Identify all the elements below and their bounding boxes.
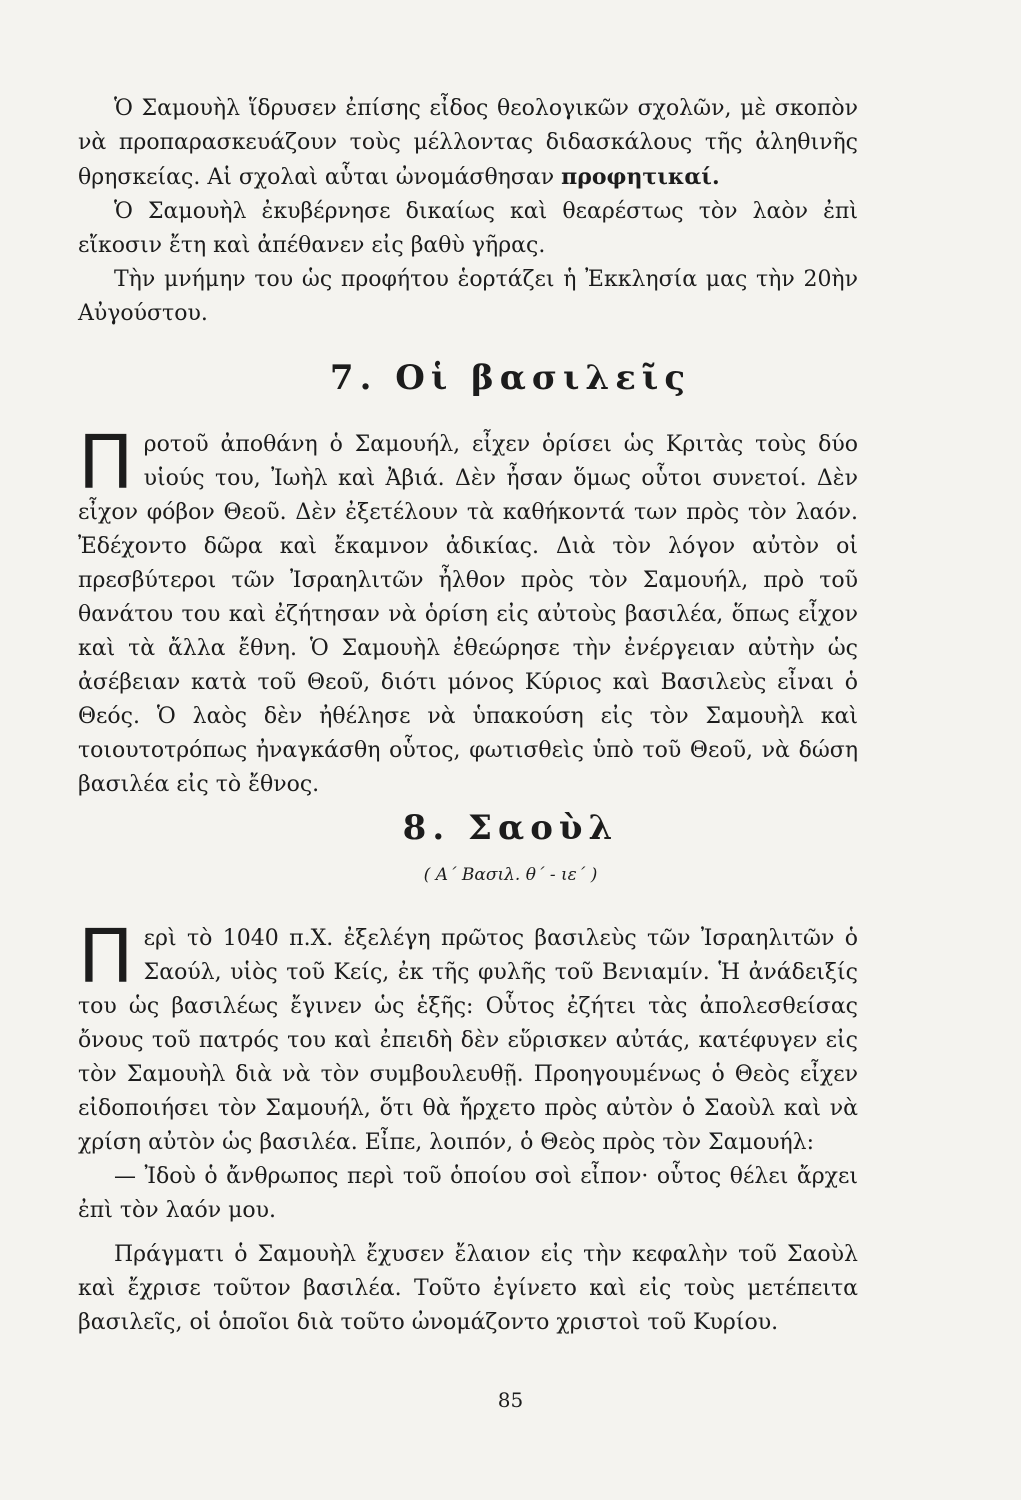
page-number: 85 (497, 1388, 524, 1412)
section-8-heading: 8. Σαοὺλ (402, 808, 619, 848)
section-7-heading: 7. Οἱ βασιλεῖς (329, 358, 692, 398)
dropcap-letter: Π (78, 420, 134, 506)
dropcap-letter: Π (78, 914, 134, 1000)
intro-paragraph-3: Τὴν μνήμην του ὡς προφήτου ἑορτάζει ἡ Ἐκκλησία μας τὴν 20ὴν Αὐγούστου. (78, 267, 858, 326)
intro-paragraph-1: Ὁ Σαμουὴλ ἵδρυσεν ἐπίσης εἶδος θεολογικῶν σχολῶν, μὲ σκοπὸν νὰ προπαρασκευάζουν τοὺς μέλλοντας διδασκάλους τῆς ἀληθινῆς θρησκείας. Αἱ σχολαὶ αὗται ὠνομάσθησαν προφητικαί. (78, 96, 858, 190)
section-8-paragraph-2: — Ἰδοὺ ὁ ἄνθρωπος περὶ τοῦ ὁποίου σοὶ εἶπον· οὗτος θέλει ἄρχει ἐπὶ τὸν λαόν μου. (78, 1164, 858, 1223)
section-8-paragraph-1: Περὶ τὸ 1040 π.Χ. ἐξελέγη πρῶτος βασιλεὺς τῶν Ἰσραηλιτῶν ὁ Σαούλ, υἱὸς τοῦ Κείς, ἐκ τῆς φυλῆς τοῦ Βενιαμίν. Ἡ ἀνάδειξίς του ὡς βασιλέως ἔγινεν ὡς ἑξῆς: Οὗτος ἐζήτει τὰς ἀπολεσθείσας ὄνους τοῦ πατρός του καὶ ἐπειδὴ δὲν εὕρισκεν αὐτάς, κατέφυγεν εἰς τὸν Σαμουὴλ διὰ νὰ τὸν συμβουλευθῇ. Προηγουμένως ὁ Θεὸς εἶχεν εἰδοποιήσει τὸν Σαμουήλ, ὅτι θὰ ἤρχετο πρὸς αὐτὸν ὁ Σαοὺλ καὶ νὰ χρίση αὐτὸν ὡς βασιλέα. Εἶπε, λοιπόν, ὁ Θεὸς πρὸς τὸν Σαμουήλ: (78, 914, 858, 1155)
section-8-paragraph-3: Πράγματι ὁ Σαμουὴλ ἔχυσεν ἔλαιον εἰς τὴν κεφαλὴν τοῦ Σαοὺλ καὶ ἔχρισε τοῦτον βασιλέα. Τοῦτο ἐγίνετο καὶ εἰς τοὺς μετέπειτα βασιλεῖς, οἱ ὁποῖοι διὰ τοῦτο ὠνομάζοντο χριστοὶ τοῦ Κυρίου. (78, 1242, 858, 1335)
section-7-paragraph: Προτοῦ ἀποθάνη ὁ Σαμουήλ, εἶχεν ὁρίσει ὡς Κριτὰς τοὺς δύο υἱούς του, Ἰωὴλ καὶ Ἀβιά. Δὲν ἦσαν ὅμως οὗτοι συνετοί. Δὲν εἶχον φόβον Θεοῦ. Δὲν ἐξετέλουν τὰ καθήκοντά των πρὸς τὸν λαόν. Ἐδέχοντο δῶρα καὶ ἔκαμνον ἀδικίας. Διὰ τὸν λόγον αὐτὸν οἱ πρεσβύτεροι τῶν Ἰσραηλιτῶν ἦλθον πρὸς τὸν Σαμουήλ, πρὸ τοῦ θανάτου του καὶ ἐζήτησαν νὰ ὁρίση εἰς αὐτοὺς βασιλέα, ὅπως εἶχον καὶ τὰ ἄλλα ἔθνη. Ὁ Σαμουὴλ ἐθεώρησε τὴν ἐνέργειαν αὐτὴν ὡς ἀσέβειαν κατὰ τοῦ Θεοῦ, διότι μόνος Κύριος καὶ Βασιλεὺς εἶναι ὁ Θεός. Ὁ λαὸς δὲν ἠθέλησε νὰ ὑπακούση εἰς τὸν Σαμουὴλ καὶ τοιουτοτρόπως ἠναγκάσθη οὗτος, φωτισθεὶς ὑπὸ τοῦ Θεοῦ, νὰ δώση βασιλέα εἰς τὸ ἔθνος. (78, 420, 858, 797)
intro-paragraph-2: Ὁ Σαμουὴλ ἐκυβέρνησε δικαίως καὶ θεαρέστως τὸν λαὸν ἐπὶ εἴκοσιν ἔτη καὶ ἀπέθανεν εἰς βαθὺ γῆρας. (78, 199, 858, 258)
emphasized-term: προφητικαί. (561, 164, 720, 190)
section-7-text (78, 420, 858, 802)
intro-text (78, 92, 858, 331)
section-8-text (78, 914, 858, 1340)
scripture-reference: ( Α΄ Βασιλ. θ΄ - ιε΄ ) (423, 865, 598, 885)
